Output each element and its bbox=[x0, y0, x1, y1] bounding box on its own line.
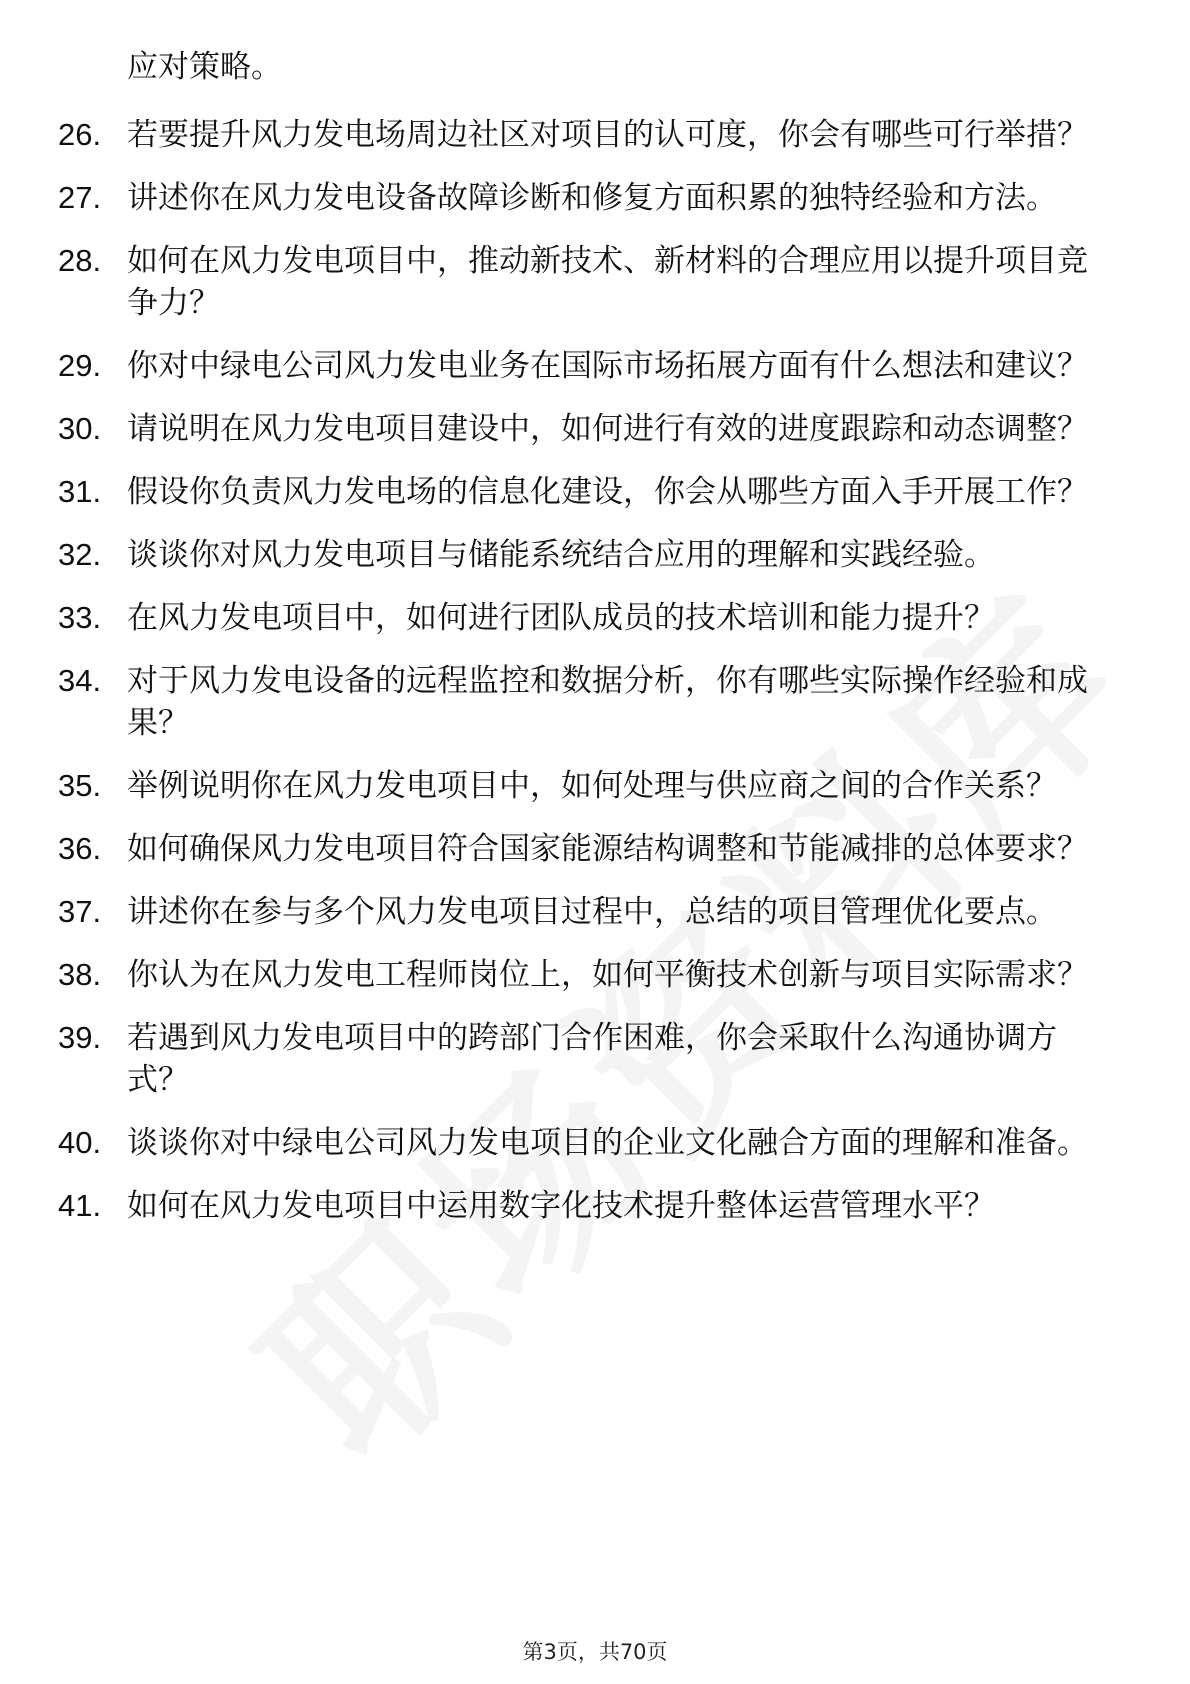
question-item bbox=[58, 177, 1118, 219]
question-item bbox=[58, 891, 1118, 933]
question-number: 35. bbox=[58, 768, 102, 803]
question-text: 谈谈你对中绿电公司风力发电项目的企业文化融合方面的理解和准备。 bbox=[127, 1125, 1088, 1161]
question-number: 36. bbox=[58, 831, 102, 866]
question-item bbox=[58, 345, 1118, 387]
question-item bbox=[58, 1017, 1118, 1101]
continuation-text: 应对策略。 bbox=[127, 49, 282, 85]
question-content bbox=[58, 46, 1118, 1248]
question-item bbox=[58, 240, 1118, 324]
question-item bbox=[58, 1122, 1118, 1164]
question-number: 33. bbox=[58, 600, 102, 635]
question-number: 28. bbox=[58, 243, 102, 278]
question-number: 26. bbox=[58, 117, 102, 152]
page-footer: 第3页，共70页 bbox=[522, 1640, 668, 1664]
question-text: 谈谈你对风力发电项目与储能系统结合应用的理解和实践经验。 bbox=[127, 537, 995, 573]
question-item bbox=[58, 954, 1118, 996]
question-text: 你对中绿电公司风力发电业务在国际市场拓展方面有什么想法和建议？ bbox=[127, 348, 1088, 384]
question-text: 若遇到风力发电项目中的跨部门合作困难，你会采取什么沟通协调方式？ bbox=[127, 1020, 1057, 1098]
question-text: 请说明在风力发电项目建设中，如何进行有效的进度跟踪和动态调整？ bbox=[127, 411, 1088, 447]
question-number: 27. bbox=[58, 180, 102, 215]
question-text: 如何确保风力发电项目符合国家能源结构调整和节能减排的总体要求？ bbox=[127, 831, 1088, 867]
question-text: 假设你负责风力发电场的信息化建设，你会从哪些方面入手开展工作？ bbox=[127, 474, 1088, 510]
question-text: 讲述你在风力发电设备故障诊断和修复方面积累的独特经验和方法。 bbox=[127, 180, 1057, 216]
question-number: 39. bbox=[58, 1020, 102, 1055]
question-item bbox=[58, 765, 1118, 807]
question-text: 如何在风力发电项目中，推动新技术、新材料的合理应用以提升项目竞争力？ bbox=[127, 243, 1088, 321]
question-item bbox=[58, 534, 1118, 576]
question-item bbox=[58, 471, 1118, 513]
question-number: 31. bbox=[58, 474, 102, 509]
question-number: 40. bbox=[58, 1125, 102, 1160]
question-number: 41. bbox=[58, 1188, 102, 1223]
question-text: 你认为在风力发电工程师岗位上，如何平衡技术创新与项目实际需求？ bbox=[127, 957, 1088, 993]
question-number: 34. bbox=[58, 663, 102, 698]
question-number: 37. bbox=[58, 894, 102, 929]
question-text: 如何在风力发电项目中运用数字化技术提升整体运营管理水平？ bbox=[127, 1188, 995, 1224]
question-number: 30. bbox=[58, 411, 102, 446]
question-text: 举例说明你在风力发电项目中，如何处理与供应商之间的合作关系？ bbox=[127, 768, 1057, 804]
question-item bbox=[58, 828, 1118, 870]
question-item bbox=[58, 597, 1118, 639]
question-list bbox=[58, 114, 1118, 1227]
question-text: 若要提升风力发电场周边社区对项目的认可度，你会有哪些可行举措？ bbox=[127, 117, 1088, 153]
question-text: 对于风力发电设备的远程监控和数据分析，你有哪些实际操作经验和成果？ bbox=[127, 663, 1088, 741]
question-text: 讲述你在参与多个风力发电项目过程中，总结的项目管理优化要点。 bbox=[127, 894, 1057, 930]
question-item bbox=[58, 408, 1118, 450]
question-text: 在风力发电项目中，如何进行团队成员的技术培训和能力提升？ bbox=[127, 600, 995, 636]
question-item bbox=[58, 114, 1118, 156]
question-number: 29. bbox=[58, 348, 102, 383]
question-item bbox=[58, 660, 1118, 744]
question-number: 32. bbox=[58, 537, 102, 572]
question-item bbox=[58, 1185, 1118, 1227]
question-number: 38. bbox=[58, 957, 102, 992]
